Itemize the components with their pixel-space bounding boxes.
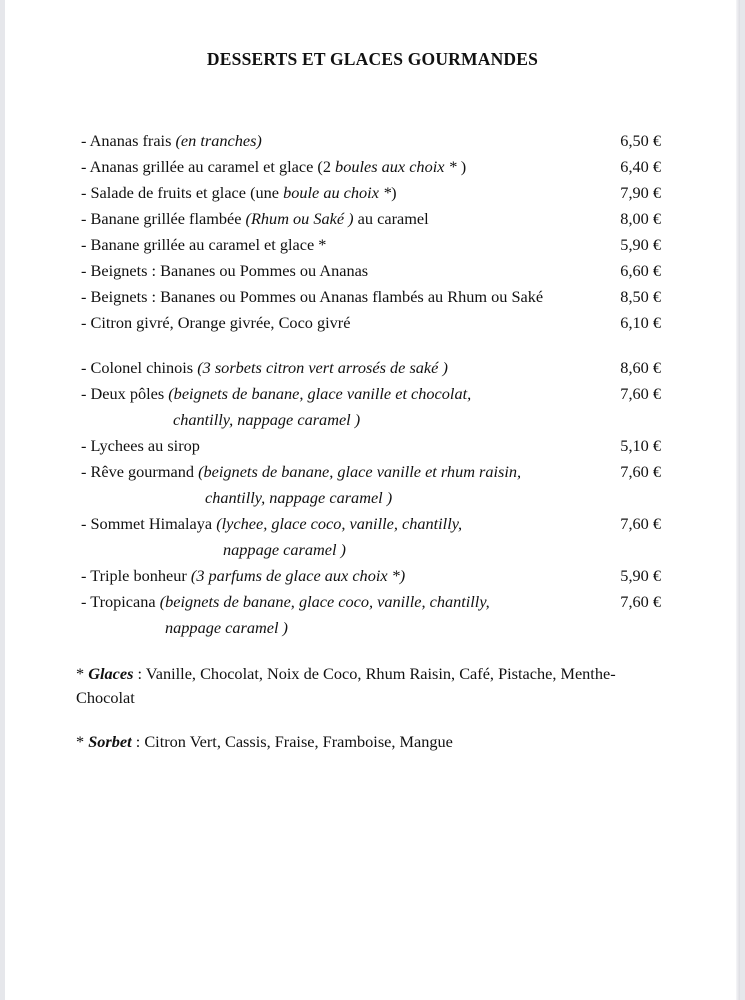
menu-row xyxy=(76,589,661,615)
menu-item-description: (3 parfums de glace aux choix *) xyxy=(190,566,406,585)
menu-item-description: (3 sorbets citron vert arrosés de saké ) xyxy=(197,358,448,377)
menu-item-label: - Banane grillée flambée xyxy=(81,209,246,228)
menu-item-price: 5,10 € xyxy=(620,436,661,455)
menu-item-label: - Ananas frais xyxy=(81,131,176,150)
footnote-marker: * xyxy=(76,664,89,683)
menu-item-label-trail: au caramel xyxy=(353,209,429,228)
menu-row xyxy=(76,433,661,459)
menu-item-label: - Sommet Himalaya xyxy=(81,514,217,533)
menu-item-name xyxy=(81,128,262,154)
menu-row xyxy=(76,232,661,258)
footnote-body: : Citron Vert, Cassis, Fraise, Framboise, Mangue xyxy=(131,732,453,751)
footnote xyxy=(76,730,656,754)
menu-item-name xyxy=(81,232,326,258)
menu-row xyxy=(76,180,661,206)
menu-item-label: - Lychees au sirop xyxy=(81,436,200,455)
menu-row xyxy=(76,284,661,310)
menu-item-label: - Beignets : Bananes ou Pommes ou Ananas flambés au Rhum ou Saké xyxy=(81,287,544,306)
menu-item-price: 8,60 € xyxy=(620,358,661,377)
menu-item-price: 6,50 € xyxy=(620,131,661,150)
menu-row xyxy=(76,154,661,180)
menu-item-description: (Rhum ou Saké ) xyxy=(245,209,354,228)
menu-item-name xyxy=(81,258,368,284)
menu-row xyxy=(76,563,661,589)
menu-item-label: - Banane grillée au caramel et glace * xyxy=(81,235,327,254)
menu-item-description: (lychee, glace coco, vanille, chantilly, xyxy=(216,514,463,533)
footnote-key: Sorbet xyxy=(88,732,132,751)
menu-item-name xyxy=(81,459,521,485)
menu-item-label: - Beignets : Bananes ou Pommes ou Ananas xyxy=(81,261,369,280)
menu-item-name xyxy=(81,206,429,232)
menu-row xyxy=(76,128,661,154)
footnote-key: Glaces xyxy=(88,664,134,683)
menu-item-description-continued: nappage caramel ) xyxy=(223,540,346,559)
menu-item-label: - Citron givré, Orange givrée, Coco givré xyxy=(81,313,351,332)
menu-section-fruits xyxy=(76,128,661,336)
page-title: DESSERTS ET GLACES GOURMANDES xyxy=(206,49,539,69)
menu-item-price: 6,60 € xyxy=(620,261,661,280)
menu-item-description: boule au choix * xyxy=(283,183,392,202)
menu-item-price: 7,90 € xyxy=(620,183,661,202)
menu-section-coupes xyxy=(76,355,661,641)
menu-row xyxy=(76,258,661,284)
menu-row xyxy=(76,206,661,232)
menu-item-price: 8,50 € xyxy=(620,287,661,306)
menu-item-description-continued: nappage caramel ) xyxy=(165,618,288,637)
menu-item-price: 8,00 € xyxy=(620,209,661,228)
footnote xyxy=(76,662,656,710)
menu-item-name xyxy=(81,355,448,381)
menu-item-description: (en tranches) xyxy=(175,131,262,150)
menu-item-price: 7,60 € xyxy=(620,462,661,481)
menu-item-name xyxy=(81,433,200,459)
menu-item-price: 6,40 € xyxy=(620,157,661,176)
menu-item-label-trail: ) xyxy=(456,157,467,176)
paper-sheet xyxy=(5,0,740,1000)
menu-item-price: 6,10 € xyxy=(620,313,661,332)
menu-item-name xyxy=(81,284,543,310)
menu-row xyxy=(76,310,661,336)
footnote-body: : Vanille, Chocolat, Noix de Coco, Rhum Raisin, Café, Pistache, Menthe-Chocolat xyxy=(76,664,616,707)
menu-item-name xyxy=(81,589,490,615)
menu-item-label: - Rêve gourmand xyxy=(81,462,199,481)
menu-item-name xyxy=(81,563,405,589)
menu-item-label: - Colonel chinois xyxy=(81,358,198,377)
menu-item-name xyxy=(81,511,462,537)
menu-item-price: 5,90 € xyxy=(620,566,661,585)
menu-item-description: (beignets de banane, glace vanille et rhum raisin, xyxy=(198,462,522,481)
menu-item-label-trail: ) xyxy=(391,183,397,202)
menu-item-description-continued: chantilly, nappage caramel ) xyxy=(205,488,393,507)
menu-row xyxy=(76,381,661,407)
menu-item-label: - Deux pôles xyxy=(81,384,169,403)
menu-item-label: - Tropicana xyxy=(81,592,160,611)
menu-item-description: (beignets de banane, glace coco, vanille, chantilly, xyxy=(159,592,490,611)
menu-item-description: boules aux choix * xyxy=(335,157,457,176)
menu-item-name xyxy=(81,310,350,336)
menu-item-name xyxy=(81,180,397,206)
menu-item-price: 7,60 € xyxy=(620,514,661,533)
menu-item-price: 7,60 € xyxy=(620,592,661,611)
menu-item-label: - Ananas grillée au caramel et glace (2 xyxy=(81,157,336,176)
footnotes xyxy=(76,662,656,754)
menu-item-name xyxy=(81,381,471,407)
menu-item-description: (beignets de banane, glace vanille et chocolat, xyxy=(168,384,472,403)
menu-item-description-continued: chantilly, nappage caramel ) xyxy=(173,410,361,429)
menu-row xyxy=(76,459,661,485)
menu-item-name xyxy=(81,154,466,180)
menu-item-price: 7,60 € xyxy=(620,384,661,403)
menu-row xyxy=(76,511,661,537)
menu-row xyxy=(76,355,661,381)
footnote-marker: * xyxy=(76,732,89,751)
menu-item-label: - Triple bonheur xyxy=(81,566,191,585)
menu-item-label: - Salade de fruits et glace (une xyxy=(81,183,284,202)
menu-item-price: 5,90 € xyxy=(620,235,661,254)
